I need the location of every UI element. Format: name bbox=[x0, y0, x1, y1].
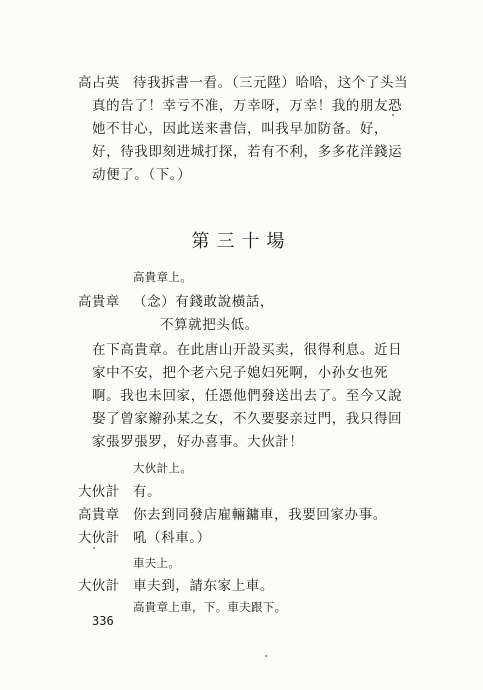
verse-line: 不算就把头低。 bbox=[160, 317, 259, 333]
stage-direction: 高貴章上。 bbox=[133, 270, 192, 284]
speaker-gao-guizhang: 高貴章 bbox=[78, 294, 120, 310]
narration-line: 啊。我也未回家，任憑他們發送出去了。至今又說 bbox=[92, 388, 403, 404]
dialogue-line: 車夫到，請东家上車。 bbox=[133, 578, 274, 594]
stage-direction: 高貴章上車，下。車夫跟下。 bbox=[133, 600, 287, 614]
stage-direction: 大伙計上。 bbox=[133, 461, 192, 475]
scan-speck bbox=[265, 655, 267, 657]
dialogue-line: 待我拆書一看。（三元陞）哈哈，这个了头当 bbox=[133, 75, 409, 91]
speaker-da-huoji: 大伙計 bbox=[78, 484, 120, 500]
dialogue-line: 真的告了！幸亏不准，万幸呀，万幸！我的朋友恐 bbox=[92, 98, 403, 114]
speaker-da-huoji: 大伙計 bbox=[78, 578, 120, 594]
dialogue-line: 动便了。（下。） bbox=[92, 167, 192, 183]
scan-speck bbox=[93, 547, 95, 549]
speaker-da-huoji: 大伙計 bbox=[78, 530, 120, 546]
scene-title: 第三十場 bbox=[191, 231, 292, 252]
scan-speck bbox=[392, 114, 394, 116]
dialogue-line: 有。 bbox=[133, 484, 162, 500]
verse-line: （念）有錢敢說橫話， bbox=[133, 294, 274, 310]
speaker-gao-guizhang: 高貴章 bbox=[78, 507, 120, 523]
narration-line: 娶了曾家辮孙某之女，不久要娶亲过門，我只得回 bbox=[92, 411, 403, 427]
narration-line: 家張罗張罗，好办喜事。大伙計！ bbox=[92, 434, 304, 450]
narration-line: 家中不安，把个老六兒子媳妇死啊，小孙女也死 bbox=[92, 365, 389, 381]
dialogue-line: 你去到同發店雇輛鏞車，我要回家办事。 bbox=[133, 507, 387, 523]
narration-line: 在下高貴章。在此唐山开設买卖，很得利息。近日 bbox=[92, 342, 403, 358]
dialogue-line: 吼（科車。） bbox=[133, 530, 211, 546]
speaker-gao-zhanying: 高占英 bbox=[78, 75, 120, 91]
dialogue-line: 她不甘心，因此送来書信，叫我早加防备。好， bbox=[92, 121, 389, 137]
stage-direction: 車夫上。 bbox=[133, 556, 181, 570]
page-number: 336 bbox=[92, 614, 114, 628]
dialogue-line: 好，待我即刻进城打探，若有不利，多多花洋錢运 bbox=[92, 144, 403, 160]
